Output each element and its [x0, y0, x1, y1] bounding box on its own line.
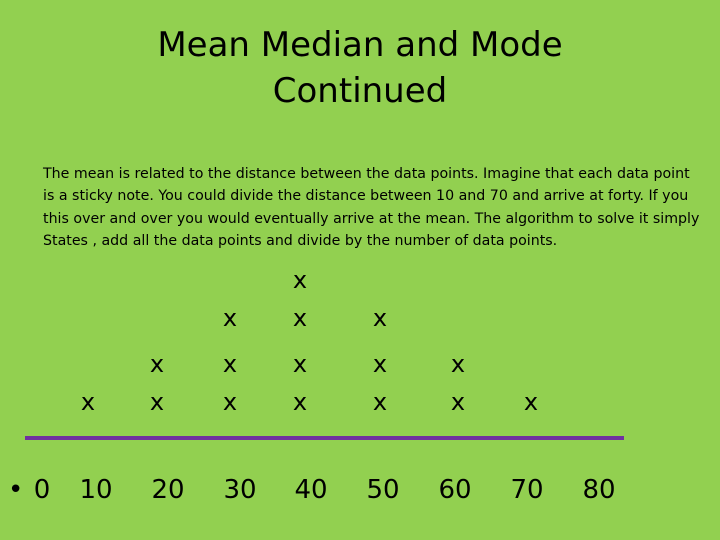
data-point-marker: x: [222, 350, 238, 378]
body-paragraph: [43, 163, 718, 252]
data-point-marker: x: [222, 304, 238, 332]
data-point-marker: x: [80, 388, 96, 416]
axis-tick-label: 0: [33, 475, 51, 505]
number-line: [25, 436, 624, 440]
data-point-marker: x: [450, 388, 466, 416]
paragraph-line: this over and over you would eventually arrive at the mean. The algorithm to solve it simply: [43, 210, 700, 227]
data-point-marker: x: [450, 350, 466, 378]
data-point-marker: x: [292, 266, 308, 294]
title-line-1: Mean Median and Mode: [157, 25, 563, 65]
axis-tick-label: 50: [366, 475, 400, 505]
axis-tick-label: 30: [223, 475, 257, 505]
data-point-marker: x: [523, 388, 539, 416]
data-point-marker: x: [372, 350, 388, 378]
paragraph-line: The mean is related to the distance between the data points. Imagine that each data point: [43, 166, 690, 182]
data-point-marker: x: [372, 388, 388, 416]
axis-tick-label: 70: [510, 475, 544, 505]
bullet-point: •: [8, 475, 24, 505]
data-point-marker: x: [292, 350, 308, 378]
axis-tick-label: 40: [294, 475, 328, 505]
data-point-marker: x: [372, 304, 388, 332]
axis-tick-label: 10: [79, 475, 113, 505]
paragraph-line: is a sticky note. You could divide the distance between 10 and 70 and arrive at forty. If you: [43, 188, 689, 205]
paragraph-line: States , add all the data points and divide by the number of data points.: [43, 232, 558, 249]
axis-tick-label: 20: [151, 475, 185, 505]
axis-tick-label: 60: [438, 475, 472, 505]
data-point-marker: x: [149, 388, 165, 416]
data-point-marker: x: [222, 388, 238, 416]
data-point-marker: x: [149, 350, 165, 378]
slide-title: [0, 22, 720, 114]
data-point-marker: x: [292, 304, 308, 332]
axis-tick-label: 80: [582, 475, 616, 505]
data-point-marker: x: [292, 388, 308, 416]
title-line-2: Continued: [272, 71, 448, 111]
